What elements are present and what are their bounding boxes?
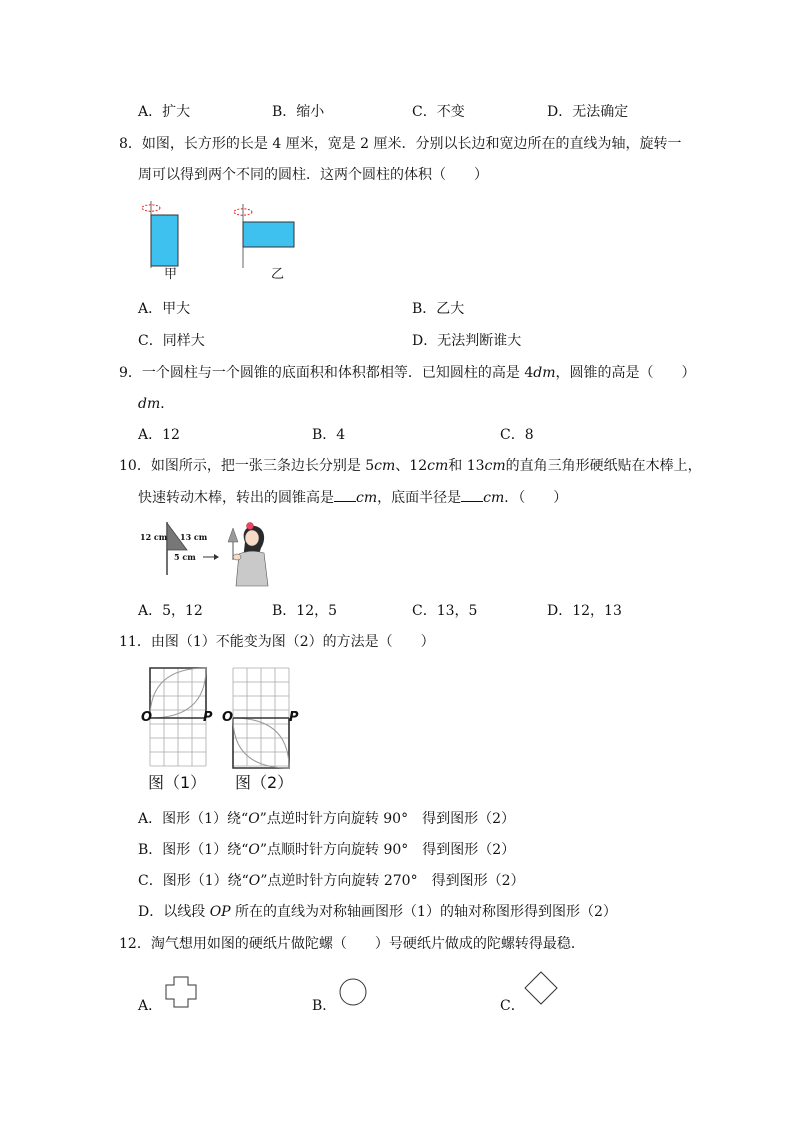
q8-option-b: B．乙大: [412, 301, 465, 317]
q10-option-b: B．12，5: [272, 603, 338, 619]
q8-stem-line1: 8．如图，长方形的长是 4 厘米，宽是 2 厘米．分别以长边和宽边所在的直线为轴，旋转一: [119, 136, 682, 152]
label-13cm: 13 cm: [180, 532, 208, 542]
q9-option-c: C．8: [500, 427, 534, 443]
q9-stem-line1: 9．一个圆柱与一个圆锥的底面积和体积都相等．已知圆柱的高是 4dm，圆锥的高是（ ）: [119, 365, 696, 381]
q9-stem-line2: dm．: [138, 396, 175, 412]
q8-rectangles-figure: [140, 200, 310, 270]
cross-shape-icon: [164, 975, 198, 1009]
circle-shape-icon: [338, 977, 368, 1007]
label-5cm: 5 cm: [174, 552, 196, 562]
fig1-point-p: P: [203, 710, 213, 725]
q11-option-d: D．以线段 OP 所在的直线为对称轴画图形（1）的轴对称图形得到图形（2）: [138, 904, 617, 920]
girl-with-cone-icon: [228, 523, 268, 587]
q9-option-a: A．12: [138, 427, 180, 443]
q7-option-a: A．扩大: [138, 104, 191, 120]
fig2-point-p: P: [289, 710, 299, 725]
q10-option-c: C．13，5: [412, 603, 478, 619]
caption-figure-2: 图（2）: [235, 773, 294, 792]
q12-option-b: B．: [312, 998, 337, 1014]
q7-option-b: B．缩小: [272, 104, 325, 120]
q12-option-a: A．: [138, 998, 163, 1014]
figure-label-yi: 乙: [271, 267, 285, 282]
rectangle-jia: [151, 215, 178, 266]
rectangle-yi: [243, 222, 294, 247]
q10-stem-line1: 10．如图所示，把一张三条边长分别是 5cm、12cm和 13cm的直角三角形硬纸贴在木棒上，: [119, 458, 702, 474]
fig2-point-o: O: [222, 710, 234, 725]
q9-option-b: B．4: [312, 427, 346, 443]
q11-stem: 11．由图（1）不能变为图（2）的方法是（ ）: [119, 634, 435, 650]
q8-stem-line2: 周可以得到两个不同的圆柱．这两个圆柱的体积（ ）: [138, 167, 488, 183]
q7-option-d: D．无法确定: [547, 104, 629, 120]
q10-option-d: D．12，13: [547, 603, 622, 619]
q11-option-c: C．图形（1）绕“O”点逆时针方向旋转 270° 得到图形（2）: [138, 873, 525, 889]
label-12cm: 12 cm: [140, 532, 168, 542]
q11-grid-figure-1: [150, 668, 206, 768]
fig1-point-o: O: [141, 710, 153, 725]
q11-grid-figure-2: [233, 668, 289, 768]
q11-option-a: A．图形（1）绕“O”点逆时针方向旋转 90° 得到图形（2）: [138, 811, 516, 827]
q8-option-d: D．无法判断谁大: [412, 333, 522, 349]
q8-option-c: C．同样大: [138, 333, 205, 349]
q7-option-c: C．不变: [412, 104, 465, 120]
caption-figure-1: 图（1）: [148, 773, 207, 792]
q8-option-a: A．甲大: [138, 301, 191, 317]
figure-label-jia: 甲: [164, 267, 178, 282]
q10-option-a: A．5，12: [138, 603, 203, 619]
q11-option-b: B．图形（1）绕“O”点顺时针方向旋转 90° 得到图形（2）: [138, 842, 516, 858]
q12-option-c: C．: [500, 998, 525, 1014]
diamond-shape-icon: [523, 970, 559, 1006]
q10-triangle-figure: [140, 520, 280, 590]
q10-stem-line2: 快速转动木棒，转出的圆锥高是 cm，底面半径是 cm．（ ）: [138, 490, 568, 506]
q12-stem: 12．淘气想用如图的硬纸片做陀螺（ ）号硬纸片做成的陀螺转得最稳．: [119, 936, 585, 952]
